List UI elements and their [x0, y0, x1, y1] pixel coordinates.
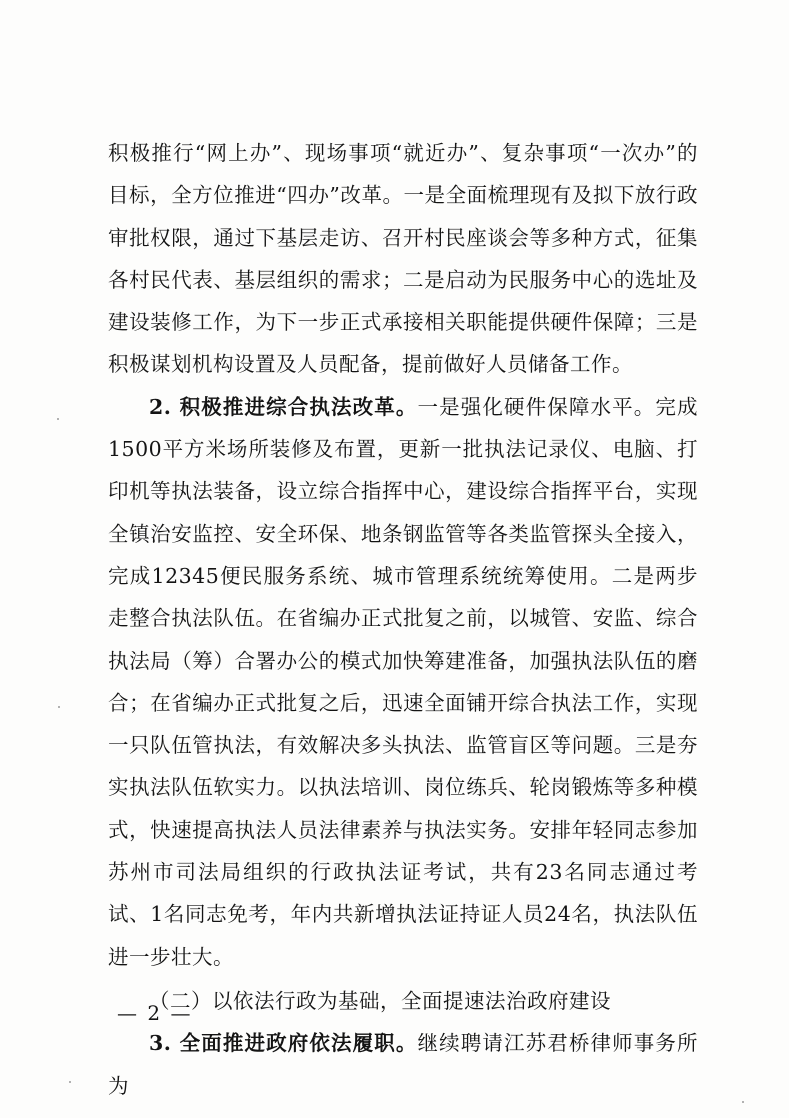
item-2-body: 一是强化硬件保障水平。完成1500平方米场所装修及布置，更新一批执法记录仪、电脑、打印机等执法装备，设立综合指挥中心，建设综合指挥平台，实现全镇治安监控、安全环保、地条钢监管等各类监管探头全接入，完成12345便民服务系统、城市管理系统统筹使用。二是两步走整合执法队伍。在省编办正式批复之前，以城管、安监、综合执法局（筹）合署办公的模式加快筹建准备，加强执法队伍的磨合；在省编办正式批复之后，迅速全面铺开综合执法工作，实现一只队伍管执法，有效解决多头执法、监管盲区等问题。三是夯实执法队伍软实力。以执法培训、岗位练兵、轮岗锻炼等多种模式，快速提高执法人员法律素养与执法实务。安排年轻同志参加苏州市司法局组织的行政执法证考试，共有23名同志通过考试、1名同志免考，年内共新增执法证持证人员24名，执法队伍进一步壮大。: [108, 394, 698, 969]
intro-paragraph: 积极推行“网上办”、现场事项“就近办”、复杂事项“一次办”的目标，全方位推进“四办”改革。一是全面梳理现有及拟下放行政审批权限，通过下基层走访、召开村民座谈会等多种方式，征集各村民代表、基层组织的需求；二是启动为民服务中心的选址及建设装修工作，为下一步正式承接相关职能提供硬件保障；三是积极谋划机构设置及人员配备，提前做好人员储备工作。: [108, 141, 698, 377]
scan-speck: [58, 706, 60, 708]
item-2-paragraph: [108, 386, 698, 978]
scan-speck: [742, 1101, 744, 1103]
item-3-paragraph: [108, 1022, 698, 1107]
item-2-title: 2. 积极推进综合执法改革。: [149, 394, 418, 419]
item-3-title: 3. 全面推进政府依法履职。: [149, 1031, 418, 1056]
document-body: [108, 132, 698, 1107]
page-number: — 2 —: [117, 1001, 193, 1025]
scan-speck: [57, 418, 59, 420]
scan-speck: [69, 1081, 71, 1083]
item-3-body: 继续聘请江苏君桥律师事务所为: [108, 1031, 698, 1098]
section-2-heading: （二）以依法行政为基础，全面提速法治政府建设: [149, 988, 611, 1013]
